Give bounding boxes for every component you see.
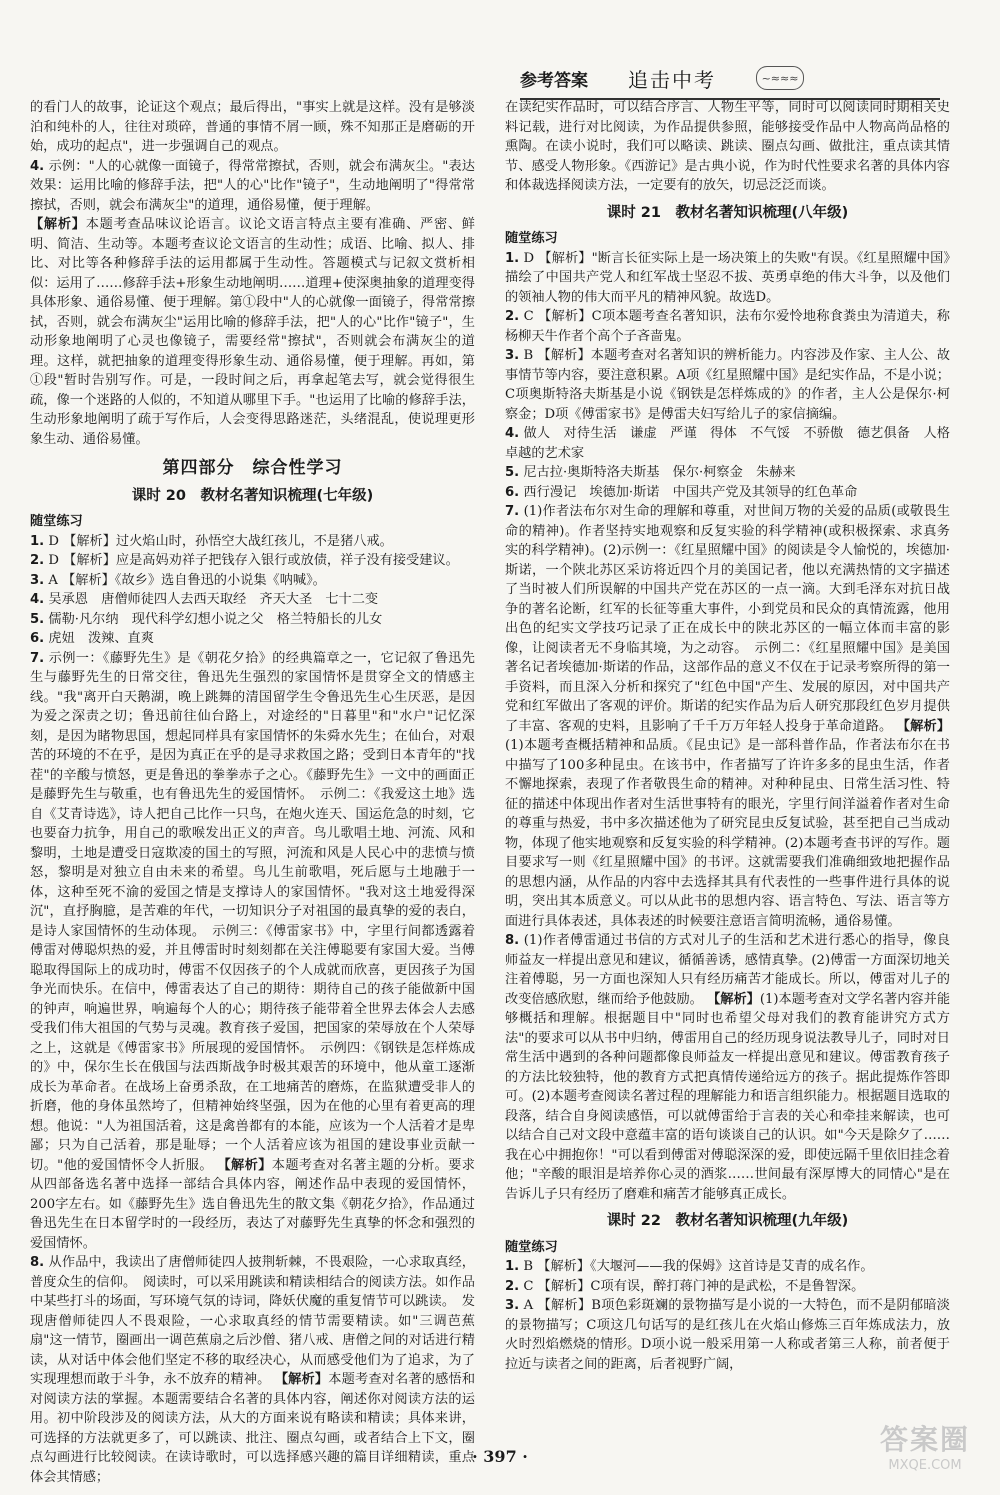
page-header bbox=[520, 58, 940, 100]
answer-item-5: 5. 儒勒·凡尔纳 现代科学幻想小说之父 格兰特船长的儿女 bbox=[30, 611, 383, 627]
answer-item-1: 1. D 【解析】"断言长征实际上是一场决策上的失败"有误。《红星照耀中国》描绘了中国共产党人和红军战士坚忍不拔、英勇卓绝的伟大斗争，以及他们的领袖人物的伟大而平凡的精神风貌。故选D。 bbox=[505, 250, 950, 305]
answer-item-4b: 4. 吴承恩 唐僧师徒四人去西天取经 齐天大圣 七十二变 bbox=[30, 592, 379, 607]
lesson-20-title: 课时 20 教材名著知识梳理(七年级) bbox=[131, 487, 374, 504]
answer-item-3: 3. A 【解析】《故乡》选自鲁迅的小说集《呐喊》。 bbox=[30, 572, 326, 588]
watermark-site: MXQE.COM bbox=[888, 1457, 962, 1473]
answer-text: 从作品中，我读出了唐僧师徒四人披荆斩棘，不畏艰险，一心求取真经，普度众生的信仰。 阅读时，可以采用跳读和精读相结合的阅读方法。如作品中某些打斗的场面，写环境气氛的诗词，降妖伏魔的重复情节可以跳读。 发现唐僧师徒四人不畏艰险，一心求取真经的情节需要精读。如"三调芭蕉扇"这一情节，圈画出一调芭蕉扇之后沙僧、猪八戒、唐僧之间的对话进行精读，从对话中体会他们坚定不移的取经决心，从而感受他们为了追求，为了实现理想而敢于斗争，永不放弃的精神。 bbox=[30, 1255, 475, 1387]
lesson-21-title: 课时 21 教材名著知识梳理(八年级) bbox=[606, 204, 849, 221]
answer-text: C 【解析】C项本题考查名著知识，法布尔爱怜地称食粪虫为清道夫，称杨柳天牛作者个高个子吝啬鬼。 bbox=[505, 309, 950, 344]
intro-text: 的看门人的故事，论证这个观点；最后得出，"事实上就是这样。没有是够淡泊和纯朴的人，往往对琐碎，普通的事情不屑一顾，殊不知那正是磨砺的开始，成功的起点"，进一步强调自己的观点。 bbox=[30, 100, 475, 154]
answer-text: 做人 对待生活 谦虚 严谨 得体 不气馁 不骄傲 德艺俱备 人格卓越的艺术家 bbox=[505, 426, 950, 461]
answer-text: D 【解析】应是高妈劝祥子把钱存入银行或放债，祥子没有接受建议。 bbox=[48, 553, 459, 568]
practice-label: 随堂练习 bbox=[505, 231, 558, 246]
answer-text: 西行漫记 埃德加·斯诺 中国共产党及其领导的红色革命 bbox=[523, 484, 858, 500]
answer-text: B 【解析】本题考查对名著知识的辨析能力。内容涉及作家、主人公、故事情节等内容，要注意积累。A项《红星照耀中国》是纪实作品，不是小说；C项奥斯特洛夫斯基是小说《钢铁是怎样炼成的》的作者，主人公是保尔·柯察金；D项《傅雷家书》是傅雷夫妇写给儿子的家信摘编。 bbox=[505, 348, 950, 422]
site-watermark bbox=[860, 1410, 990, 1480]
page-number: · 397 · bbox=[472, 1447, 528, 1466]
practice-label: 随堂练习 bbox=[30, 514, 83, 529]
answer-text: D 【解析】过火焰山时，孙悟空大战红孩儿，不是猪八戒。 bbox=[48, 533, 393, 549]
answer-item-5: 5. 尼古拉·奥斯特洛夫斯基 保尔·柯察金 朱赫来 bbox=[505, 465, 796, 480]
answer-item-2: 2. C 【解析】C项本题考查名著知识，法布尔爱怜地称食粪虫为清道夫，称杨柳天牛作者个高个子吝啬鬼。 bbox=[505, 309, 950, 344]
lesson-22-title: 课时 22 教材名著知识梳理(九年级) bbox=[606, 1213, 849, 1229]
answer-text: C 【解析】C项有误，醉打蒋门神的是武松，不是鲁智深。 bbox=[523, 1278, 865, 1294]
analysis-block: 【解析】本题考查品味议论语言。议论文语言特点主要有准确、严密、鲜明、简洁、生动等。本题考查议论文语言的生动性；成语、比喻、拟人、排比、对比等各种修辞手法的运用都属于生动性。答题模式与记叙文赏析相似：运用了……修辞手法+形象生动地阐明……道理+使深奥抽象的道理变得具体形象、通俗易懂、便于理解。第①段中"人的心就像一面镜子，得常常擦拭，否则，就会布满灰尘"运用比喻的修辞手法，把"人的心"比作"镜子"，生动形象地阐明了心灵也像镜子，需要经常"擦拭"，否则就会布满灰尘的道理。这样，就把抽象的道理变得形象生动、通俗易懂，便于理解。再如，第①段"暂时告别写作。可是，一段时间之后，再拿起笔去写，就会觉得很生疏，像一个迷路的人似的，不知道从哪里下手。"也运用了比喻的修辞手法，生动形象地阐明了疏于写作后，人会变得思路迷茫，头绪混乱，使说理更形象生动、通俗易懂。 bbox=[30, 217, 475, 447]
answer-item-6: 6. 虎妞 泼辣、直爽 bbox=[30, 631, 154, 646]
answer-text: 尼古拉·奥斯特洛夫斯基 保尔·柯察金 朱赫来 bbox=[523, 465, 796, 480]
answer-item-4: 4. 做人 对待生活 谦虚 严谨 得体 不气馁 不骄傲 德艺俱备 人格卓越的艺术家 bbox=[505, 426, 950, 461]
right-column bbox=[505, 98, 950, 1374]
answer-item-8: 8. 从作品中，我读出了唐僧师徒四人披荆斩棘，不畏艰险，一心求取真经，普度众生的信仰。 阅读时，可以采用跳读和精读相结合的阅读方法。如作品中某些打斗的场面，写环境气氛的诗词，降妖伏魔的重复情节可以跳读。 发现唐僧师徒四人不畏艰险，一心求取真经的情节需要精读。如"三调芭蕉扇"这一情节，圈画出一调芭蕉扇之后沙僧、猪八戒、唐僧之间的对话进行精读，从对话中体会他们坚定不移的取经决心，从而感受他们为了追求，为了实现理想而敢于斗争，永不放弃的精神。 【解析】本题考查对名著的感悟和对阅读方法的掌握。本题需要结合名著的具体内容，阐述你对阅读方法的运用。初中阶段涉及的阅读方法，从大的方面来说有略读和精读；具体来讲，可选择的方法就更多了，可以跳读、批注、圈点勾画，或者结合上下文，圈点勾画进行比较阅读。在读诗歌时，可以选择感兴趣的篇目详细精读，重点体会其情感； bbox=[30, 1255, 476, 1485]
analysis-text: 本题考查对名著主题的分析。要求从四部备选名著中选择一部结合具体内容，阐述作品中表现的爱国情怀，200字左右。如《藤野先生》选自鲁迅先生的散文集《朝花夕拾》，作品通过鲁迅先生在日本留学时的一段经历，表达了对藤野先生真挚的怀念和强烈的爱国情怀。 bbox=[30, 1157, 475, 1251]
brand-logo-icon: ~≈≈≈ bbox=[756, 66, 804, 90]
answer-item-6: 6. 西行漫记 埃德加·斯诺 中国共产党及其领导的红色革命 bbox=[505, 484, 858, 500]
answer-text: 虎妞 泼辣、直爽 bbox=[48, 631, 154, 646]
answer-item-3: 3. B 【解析】本题考查对名著知识的辨析能力。内容涉及作家、主人公、故事情节等内容，要注意积累。A项《红星照耀中国》是纪实作品，不是小说；C项奥斯特洛夫斯基是小说《钢铁是怎样炼成的》的作者，主人公是保尔·柯察金；D项《傅雷家书》是傅雷夫妇写给儿子的家信摘编。 bbox=[505, 348, 950, 422]
answers-label: 参考答案 bbox=[520, 70, 588, 91]
answer-text: D 【解析】"断言长征实际上是一场决策上的失败"有误。《红星照耀中国》描绘了中国共产党人和红军战士坚忍不拔、英勇卓绝的伟大斗争，以及他们的领袖人物的伟大而平凡的精神风貌。故选D。 bbox=[505, 250, 950, 305]
answer-text: 吴承恩 唐僧师徒四人去西天取经 齐天大圣 七十二变 bbox=[48, 592, 379, 607]
answer-item-2: 2. C 【解析】C项有误，醉打蒋门神的是武松，不是鲁智深。 bbox=[505, 1278, 865, 1294]
answer-item-3: 3. A 【解析】B项色彩斑斓的景物描写是小说的一大特色，而不是阴郁暗淡的景物描写；C项这几句话写的是红孩儿在火焰山修炼三百年炼成法力，放火时烈焰燃烧的情形。D项小说一般采用第一人称或者第三人称，前者便于拉近与读者之间的距离，后者视野广阔， bbox=[505, 1298, 950, 1372]
answer-item-1: 1. D 【解析】过火焰山时，孙悟空大战红孩儿，不是猪八戒。 bbox=[30, 533, 393, 549]
answer-text: B 【解析】《大堰河——我的保姆》这首诗是艾青的成名作。 bbox=[523, 1259, 874, 1274]
answer-item-7: 7. 示例一：《藤野先生》是《朝花夕拾》的经典篇章之一，它记叙了鲁迅先生与藤野先生的日常交往，鲁迅先生强烈的家国情怀是贯穿全文的情感主线。"我"离开白天鹅湖，晚上跳舞的清国留学生令鲁迅先生心生厌恶，是因为爱之深责之切；鲁迅前往仙台路上，对途经的"日暮里"和"水户"记忆深刻，是因为睹物思国，想起同样具有家国情怀的朱舜水先生；在仙台，对艰苦的环境的不在乎，是因为真正在乎的是寻求救国之路；受到日本青年的"找茬"的辛酸与愤怒，更是鲁迅的拳拳赤子之心。《藤野先生》一文中的画面正是藤野先生与敬重，也有鲁迅先生的爱国情怀。 示例二：《我爱这土地》选自《艾青诗选》，诗人把自己比作一只鸟，在炮火连天、国运危急的时刻，它也要奋力抗争，用自己的歌喉发出正义的声音。鸟儿歌唱土地、河流、风和黎明，土地是遭受日寇欺凌的国土的写照，河流和风是人民心中的悲愤与愤怒，黎明是对独立自由未来的希望。鸟儿生前歌唱，死后愿与土地融于一体，这种至死不渝的爱国之情是支撑诗人的家国情怀。"我对这土地爱得深沉"，直抒胸臆，是苦难的年代，一切知识分子对祖国的最真挚的爱的表白，是诗人家国情怀的生动体现。 示例三：《傅雷家书》中，字里行间都透露着傅雷对傅聪炽热的爱，并且傅雷时时刻刻都在关注傅聪要有家国大爱。当傅聪取得国际上的成功时，傅雷不仅因孩子的个人成就而欣喜，更因孩子为国争光而快乐。在信中，傅雷表达了自己的期待：期待自己的孩子能做新中国的钟声，响遍世界，响遍每个人的心；期待孩子能带着全世界去体会人去感受我们伟大祖国的气势与灵魂。教育孩子爱国，把国家的荣辱放在个人荣辱之上，这就是《傅雷家书》所展现的爱国情怀。 示例四：《钢铁是怎样炼成的》中，保尔生长在俄国与法西斯战争时极其艰苦的环境中，他从童工逐渐成长为革命者。在战场上奋勇杀敌，在工地痛苦的磨炼，在监狱遭受非人的折磨，他的身体虽然垮了，但精神始终坚强，因为在他的心里有着更高的理想。他说："人为祖国活着，这是禽兽都有的本能，应该为一个人活着才是卑鄙；只为自己活着，那是耻辱；一个人活着应该为祖国的建设事业贡献一切。"他的爱国情怀令人折服。 【解析】本题考查对名著主题的分析。要求从四部备选名著中选择一部结合具体内容，阐述作品中表现的爱国情怀，200字左右。如《藤野先生》选自鲁迅先生的散文集《朝花夕拾》，作品通过鲁迅先生在日本留学时的一段经历，表达了对藤野先生真挚的怀念和强烈的爱国情怀。 bbox=[30, 650, 475, 1251]
answer-text: 示例一：《藤野先生》是《朝花夕拾》的经典篇章之一，它记叙了鲁迅先生与藤野先生的日常交往，鲁迅先生强烈的家国情怀是贯穿全文的情感主线。"我"离开白天鹅湖，晚上跳舞的清国留学生令鲁迅先生心生厌恶，是因为爱之深责之切；鲁迅前往仙台路上，对途经的"日暮里"和"水户"记忆深刻，是因为睹物思国，想起同样具有家国情怀的朱舜水先生；在仙台，对艰苦的环境的不在乎，是因为真正在乎的是寻求救国之路；受到日本青年的"找茬"的辛酸与愤怒，更是鲁迅的拳拳赤子之心。《藤野先生》一文中的画面正是藤野先生与敬重，也有鲁迅先生的爱国情怀。 示例二：《我爱这土地》选自《艾青诗选》，诗人把自己比作一只鸟，在炮火连天、国运危急的时刻，它也要奋力抗争，用自己的歌喉发出正义的声音。鸟儿歌唱土地、河流、风和黎明，土地是遭受日寇欺凌的国土的写照，河流和风是人民心中的悲愤与愤怒，黎明是对独立自由未来的希望。鸟儿生前歌唱，死后愿与土地融于一体，这种至死不渝的爱国之情是支撑诗人的家国情怀。"我对这土地爱得深沉"，直抒胸臆，是苦难的年代，一切知识分子对祖国的最真挚的爱的表白，是诗人家国情怀的生动体现。 示例三：《傅雷家书》中，字里行间都透露着傅雷对傅聪炽热的爱，并且傅雷时时刻刻都在关注傅聪要有家国大爱。当傅聪取得国际上的成功时，傅雷不仅因孩子的个人成就而欣喜，更因孩子为国争光而快乐。在信中，傅雷表达了自己的期待：期待自己的孩子能做新中国的钟声，响遍世界，响遍每个人的心；期待孩子能带着全世界去体会人去感受我们伟大祖国的气势与灵魂。教育孩子爱国，把国家的荣辱放在个人荣辱之上，这就是《傅雷家书》所展现的爱国情怀。 示例四：《钢铁是怎样炼成的》中，保尔生长在俄国与法西斯战争时极其艰苦的环境中，他从童工逐渐成长为革命者。在战场上奋勇杀敌，在工地痛苦的磨炼，在监狱遭受非人的折磨，他的身体虽然垮了，但精神始终坚强，因为在他的心里有着更高的理想。他说："人为祖国活着，这是禽兽都有的本能，应该为一个人活着才是卑鄙；只为自己活着，那是耻辱；一个人活着应该为祖国的建设事业贡献一切。"他的爱国情怀令人折服。 bbox=[30, 650, 475, 1173]
analysis-text: 本题考查对名著的感悟和对阅读方法的掌握。本题需要结合名著的具体内容，阐述你对阅读方法的运用。初中阶段涉及的阅读方法，从大的方面来说有略读和精读；具体来讲，可选择的方法就更多了，可以跳读、批注、圈点勾画，或者结合上下文，圈点勾画进行比较阅读。在读诗歌时，可以选择感兴趣的篇目详细精读，重点体会其情感； bbox=[30, 1372, 476, 1485]
answer-item-2: 2. D 【解析】应是高妈劝祥子把钱存入银行或放债，祥子没有接受建议。 bbox=[30, 553, 459, 568]
practice-label: 随堂练习 bbox=[505, 1239, 558, 1255]
analysis-text: 本题考查品味议论语言。议论文语言特点主要有准确、严密、鲜明、简洁、生动等。本题考查议论文语言的生动性；成语、比喻、拟人、排比、对比等各种修辞手法的运用都属于生动性。答题模式与记叙文赏析相似：运用了……修辞手法+形象生动地阐明……道理+使深奥抽象的道理变得具体形象、通俗易懂、便于理解。第①段中"人的心就像一面镜子，得常常擦拭，否则，就会布满灰尘"运用比喻的修辞手法，把"人的心"比作"镜子"，生动形象地阐明了心灵也像镜子，需要经常"擦拭"，否则就会布满灰尘的道理。这样，就把抽象的道理变得形象生动、通俗易懂，便于理解。再如，第①段"暂时告别写作。可是，一段时间之后，再拿起笔去写，就会觉得很生疏，像一个迷路的人似的，不知道从哪里下手。"也运用了比喻的修辞手法，生动形象地阐明了疏于写作后，人会变得思路迷茫，头绪混乱，使说理更形象生动、通俗易懂。 bbox=[30, 217, 475, 447]
intro-text: 在读纪实作品时，可以结合序言、人物生平等，同时可以阅读同时期相关史料记载，进行对比阅读，为作品提供参照，能够接受作品中人物高尚品格的熏陶。在读小说时，我们可以略读、跳读、圈点勾画、做批注，重点读其情节、感受人物形象。《西游记》是古典小说，作为时代性要求名著的具体内容和体裁选择阅读方法，一定要有的放矢，切忌泛泛而谈。 bbox=[505, 100, 950, 193]
analysis-text: (1)本题考查对文学名著内容并能够概括和理解。根据题目中"同时也希望父母对我们的教育能讲究方式方法"的要求可以从书中归纳，傅雷用自己的经历现身说法教导儿子，同时对日常生活中遇到的各种问题都像良师益友一样提出意见和建议。傅雷教育孩子的方法比较独特，他的教育方式把真情传递给远方的孩子。据此提炼作答即可。(2)本题考查阅读名著过程的理解能力和语言组织能力。根据题目选取的段落，结合自身阅读感悟，可以就傅雷给于言表的关心和牵挂来解读，也可以结合自己对文段中意蕴丰富的语句谈谈自己的认识。如"今天是除夕了……我在心中拥抱你！"可以看到傅雷对傅聪深深的爱，即使远隔千里依旧挂念着他；"辛酸的眼泪是培养你心灵的酒浆……世间最有深厚博大的同情心"是在告诉儿子只有经历了磨难和痛苦才能够真正成长。 bbox=[505, 991, 951, 1202]
part-title: 第四部分 综合性学习 bbox=[162, 458, 343, 478]
answer-text: 示例："人的心就像一面镜子，得常常擦拭，否则，就会布满灰尘。"表达效果：运用比喻的修辞手法，把"人的心"比作"镜子"，生动地阐明了"得常常擦拭，否则，就会布满灰尘"的道理，通俗易懂，便于理解。 bbox=[30, 158, 475, 213]
answer-text: A 【解析】B项色彩斑斓的景物描写是小说的一大特色，而不是阴郁暗淡的景物描写；C项这几句话写的是红孩儿在火焰山修炼三百年炼成法力，放火时烈焰燃烧的情形。D项小说一般采用第一人称或者第三人称，前者便于拉近与读者之间的距离，后者视野广阔， bbox=[505, 1298, 950, 1372]
answer-text: (1)作者傅雷通过书信的方式对儿子的生活和艺术进行悉心的指导，像良师益友一样提出意见和建议，循循善诱，感情真挚。(2)傅雷一方面深切地关注着傅聪，另一方面也深知人只有经历痛苦才能成长。所以，傅雷对儿子的改变倍感欣慰，继而给予他鼓励。 bbox=[505, 933, 950, 1007]
analysis-text: (1)本题考查概括精神和品质。《昆虫记》是一部科普作品，作者法布尔在书中描写了100多种昆虫。在该书中，作者描写了许许多多的昆虫生活，作者不懈地探索，表现了作者敬畏生命的精神。对种种昆虫、日常生活习性、特征的描述中体现出作者对生活世事特有的眼光，字里行间洋溢着作者对生命的尊重与热爱，书中多次描述他为了研究昆虫反复试验，甚至把自己当成动物，体现了他实地观察和反复实验的科学精神。(2)本题考查书评的写作。题目要求写一则《红星照耀中国》的书评。这就需要我们准确细致地把握作品的思想内涵，从作品的内容中去选择其具有代表性的一些事件进行具体的说明，突出其本质意义。可以从此书的思想内容、语言特色、写法、语言等方面进行具体表述，具体表述的时候要注意语言简明流畅，通俗易懂。 bbox=[505, 738, 950, 929]
answer-item-8: 8. (1)作者傅雷通过书信的方式对儿子的生活和艺术进行悉心的指导，像良师益友一样提出意见和建议，循循善诱，感情真挚。(2)傅雷一方面深切地关注着傅聪，另一方面也深知人只有经历痛苦才能成长。所以，傅雷对儿子的改变倍感欣慰，继而给予他鼓励。 【解析】(1)本题考查对文学名著内容并能够概括和理解。根据题目中"同时也希望父母对我们的教育能讲究方式方法"的要求可以从书中归纳，傅雷用自己的经历现身说法教导儿子，同时对日常生活中遇到的各种问题都像良师益友一样提出意见和建议。傅雷教育孩子的方法比较独特，他的教育方式把真情传递给远方的孩子。据此提炼作答即可。(2)本题考查阅读名著过程的理解能力和语言组织能力。根据题目选取的段落，结合自身阅读感悟，可以就傅雷给于言表的关心和牵挂来解读，也可以结合自己对文段中意蕴丰富的语句谈谈自己的认识。如"今天是除夕了……我在心中拥抱你！"可以看到傅雷对傅聪深深的爱，即使远隔千里依旧挂念着他；"辛酸的眼泪是培养你心灵的酒浆……世间最有深厚博大的同情心"是在告诉儿子只有经历了磨难和痛苦才能够真正成长。 bbox=[505, 933, 951, 1202]
answer-text: 儒勒·凡尔纳 现代科学幻想小说之父 格兰特船长的儿女 bbox=[48, 611, 383, 627]
answer-item-7: 7. (1)作者法布尔对生命的理解和尊重，对世间万物的关爱的品质(或敬畏生命的精神)。作者坚持实地观察和反复实验的科学精神(或积极探索、求真务实的科学精神)。(2)示例一：《红星照耀中国》的阅读是令人愉悦的，埃德加·斯诺，一个陕北苏区采访将近四个月的美国记者，他以充满热情的文字描述了当时被人们所误解的中国共产党在苏区的一点一滴。大到毛泽东对抗日战争的著名论断，红军的长征等重大事件，小到党员和民众的真情流露，他用出色的纪实文学技巧记录了正在成长中的陕北苏区的一幅立体而丰富的影像，让阅读者无不身临其境，为之动容。 示例二：《红星照耀中国》是美国著名记者埃德加·斯诺的作品，这部作品的意义不仅在于记录考察所得的第一手资料，而且深入分析和探究了"红色中国"产生、发展的原因，对中国共产党和红军做出了客观的评价。斯诺的纪实作品为后人研究那段红色岁月提供了丰富、客观的史料，且影响了千千万万年轻人投身于革命道路。 【解析】(1)本题考查概括精神和品质。《昆虫记》是一部科普作品，作者法布尔在书中描写了100多种昆虫。在该书中，作者描写了许许多多的昆虫生活，作者不懈地探索，表现了作者敬畏生命的精神。对种种昆虫、日常生活习性、特征的描述中体现出作者对生活世事特有的眼光，字里行间洋溢着作者对生命的尊重与热爱，书中多次描述他为了研究昆虫反复试验，甚至把自己当成动物，体现了他实地观察和反复实验的科学精神。(2)本题考查书评的写作。题目要求写一则《红星照耀中国》的书评。这就需要我们准确细致地把握作品的思想内涵，从作品的内容中去选择其具有代表性的一些事件进行具体的说明，突出其本质意义。可以从此书的思想内容、语言特色、写法、语言等方面进行具体表述，具体表述的时候要注意语言简明流畅，通俗易懂。 bbox=[505, 504, 951, 929]
answer-item-4: 4. 示例："人的心就像一面镜子，得常常擦拭，否则，就会布满灰尘。"表达效果：运用比喻的修辞手法，把"人的心"比作"镜子"，生动地阐明了"得常常擦拭，否则，就会布满灰尘"的道理，通俗易懂，便于理解。 bbox=[30, 158, 475, 213]
watermark-logo: 答案圈 bbox=[879, 1422, 970, 1456]
left-column bbox=[30, 98, 475, 1487]
brand-title: 追击中考 bbox=[628, 67, 716, 92]
answer-text: A 【解析】《故乡》选自鲁迅的小说集《呐喊》。 bbox=[48, 572, 326, 588]
answer-text: (1)作者法布尔对生命的理解和尊重，对世间万物的关爱的品质(或敬畏生命的精神)。作者坚持实地观察和反复实验的科学精神(或积极探索、求真务实的科学精神)。(2)示例一：《红星照耀中国》的阅读是令人愉悦的，埃德加·斯诺，一个陕北苏区采访将近四个月的美国记者，他以充满热情的文字描述了当时被人们所误解的中国共产党在苏区的一点一滴。大到毛泽东对抗日战争的著名论断，红军的长征等重大事件，小到党员和民众的真情流露，他用出色的纪实文学技巧记录了正在成长中的陕北苏区的一幅立体而丰富的影像，让阅读者无不身临其境，为之动容。 示例二：《红星照耀中国》是美国著名记者埃德加·斯诺的作品，这部作品的意义不仅在于记录考察所得的第一手资料，而且深入分析和探究了"红色中国"产生、发展的原因，对中国共产党和红军做出了客观的评价。斯诺的纪实作品为后人研究那段红色岁月提供了丰富、客观的史料，且影响了千千万万年轻人投身于革命道路。 bbox=[505, 504, 950, 734]
answer-item-1: 1. B 【解析】《大堰河——我的保姆》这首诗是艾青的成名作。 bbox=[505, 1259, 874, 1274]
